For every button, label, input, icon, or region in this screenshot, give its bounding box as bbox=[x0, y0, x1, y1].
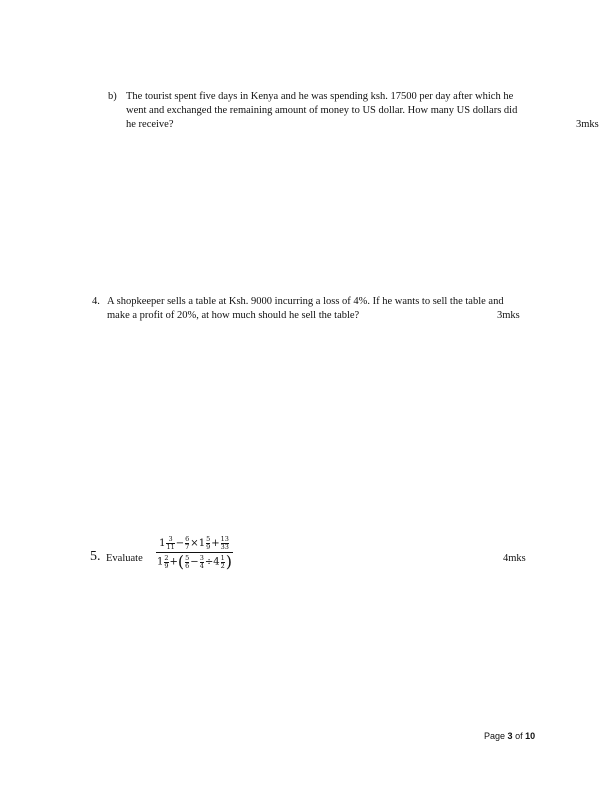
left-paren: ( bbox=[177, 552, 185, 571]
question-4 bbox=[92, 295, 524, 323]
fraction: $\frac{5}{6}$ bbox=[185, 553, 190, 570]
operator: − bbox=[175, 538, 185, 549]
question-5-number: 5. bbox=[90, 549, 101, 564]
main-denominator bbox=[156, 553, 233, 571]
fraction: $\frac{3}{11}$ bbox=[166, 535, 175, 551]
operator: + bbox=[211, 538, 220, 549]
whole-number: 4 bbox=[213, 556, 220, 568]
operator: − bbox=[190, 556, 199, 568]
page-word: Page bbox=[484, 731, 506, 741]
question-5-instruction: Evaluate bbox=[106, 553, 143, 564]
fraction: $\frac{1}{2}$ bbox=[220, 553, 225, 570]
of-word: of bbox=[515, 731, 523, 741]
question-4-marks: 3mks bbox=[497, 310, 520, 321]
question-3b-text: The tourist spent five days in Kenya and he was spending ksh. 17500 per day after which he went and exchanged the remaining amount of money to US dollar. How many US dollars did he receive? bbox=[126, 91, 518, 130]
page-footer bbox=[484, 731, 535, 741]
total-pages: 10 bbox=[525, 731, 536, 741]
question-4-text: A shopkeeper sells a table at Ksh. 9000 incurring a loss of 4%. If he wants to sell the table and make a profit of 20%, at how much should he sell the table? bbox=[107, 296, 504, 321]
question-3b-marks: 3mks bbox=[576, 119, 599, 130]
fraction: $\frac{5}{9}$ bbox=[206, 535, 211, 551]
evaluate-expression bbox=[156, 535, 233, 571]
right-paren: ) bbox=[225, 552, 232, 571]
operator: × bbox=[190, 538, 199, 549]
operator: ÷ bbox=[204, 556, 214, 568]
question-3b-label: b) bbox=[108, 91, 117, 102]
question-3b bbox=[108, 90, 599, 132]
fraction: $\frac{6}{7}$ bbox=[185, 535, 190, 551]
fraction: $\frac{3}{4}$ bbox=[199, 553, 204, 570]
fraction: $\frac{13}{33}$ bbox=[220, 535, 229, 551]
question-4-number: 4. bbox=[92, 296, 100, 307]
main-numerator bbox=[158, 535, 231, 552]
question-5-marks: 4mks bbox=[503, 553, 526, 564]
whole-number: 1 bbox=[198, 538, 206, 549]
whole-number: 1 bbox=[159, 538, 166, 549]
operator: + bbox=[169, 556, 178, 568]
main-fraction bbox=[156, 535, 233, 571]
whole-number: 1 bbox=[157, 556, 164, 568]
question-5 bbox=[90, 535, 530, 583]
fraction: $\frac{2}{9}$ bbox=[164, 553, 169, 570]
current-page: 3 bbox=[507, 731, 513, 741]
